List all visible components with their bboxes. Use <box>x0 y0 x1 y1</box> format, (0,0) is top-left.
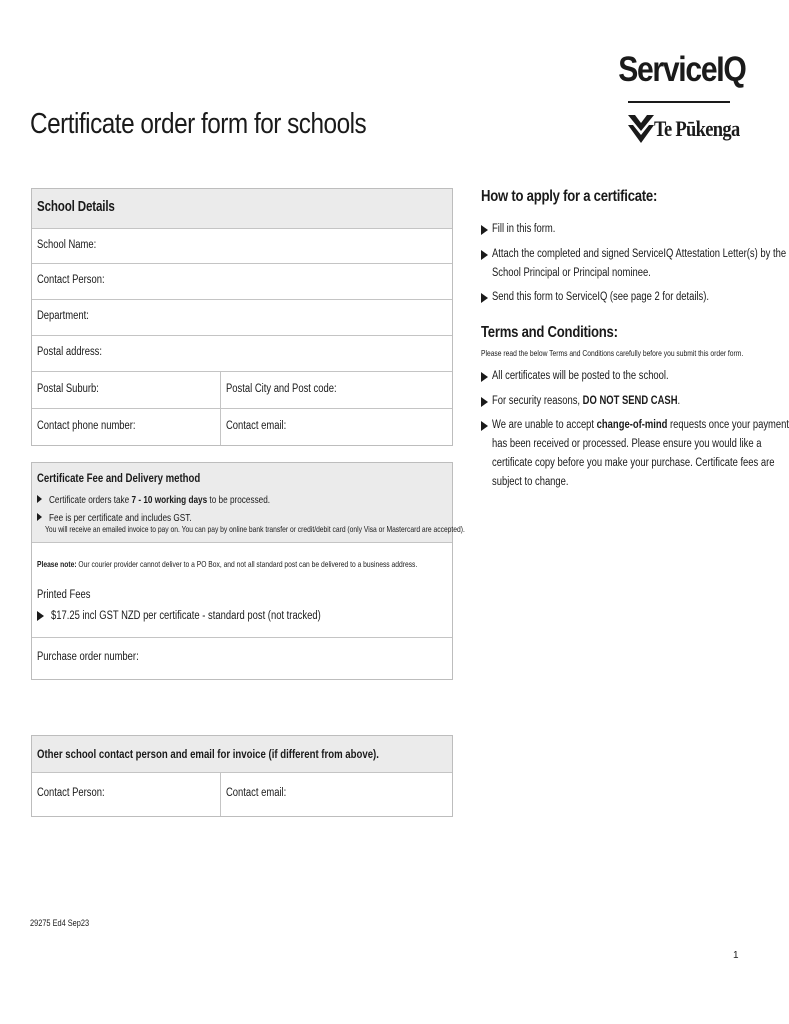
other-contact-email-field[interactable] <box>221 773 452 816</box>
apply-step-1 <box>481 220 741 239</box>
terms-item-3-pre: We are unable to accept <box>492 419 597 431</box>
other-contact-form <box>31 735 453 817</box>
purchase-order-label: Purchase order number: <box>37 651 139 663</box>
school-name-label: School Name: <box>37 239 97 251</box>
terms-intro: Please read the below Terms and Conditions carefully before you submit this order form. <box>481 349 744 358</box>
bullet-arrow-icon <box>481 225 488 235</box>
note-label: Please note: <box>37 560 77 569</box>
postal-address-field[interactable] <box>32 336 452 372</box>
school-name-field[interactable] <box>32 229 452 264</box>
purchase-order-field[interactable] <box>32 637 452 679</box>
processing-days: 7 - 10 working days <box>131 495 208 506</box>
page-title: Certificate order form for schools <box>30 108 367 140</box>
logo-divider <box>628 101 730 103</box>
printed-fees-label: Printed Fees <box>37 589 91 601</box>
other-contact-email-label: Contact email: <box>226 787 287 799</box>
apply-step-3-text: Send this form to ServiceIQ (see page 2 for details). <box>492 291 709 303</box>
fee-option[interactable] <box>37 607 380 625</box>
terms-item-1 <box>481 367 741 386</box>
fee-bullet-processing <box>37 490 319 508</box>
contact-phone-label: Contact phone number: <box>37 420 136 432</box>
bullet-arrow-icon <box>481 293 488 303</box>
bullet-arrow-icon <box>37 513 42 521</box>
fee-delivery-section <box>31 462 465 680</box>
department-field[interactable] <box>32 300 452 336</box>
postal-address-label: Postal address: <box>37 346 102 358</box>
serviceiq-logo: ServiceIQ <box>618 50 746 89</box>
invoice-payment-text: You will receive an emailed invoice to pay on. You can pay by online bank transfer or credit/debit card (only Visa or Mastercard are accepted). <box>45 525 465 534</box>
other-contact-header <box>32 736 452 773</box>
bullet-arrow-icon <box>481 372 488 382</box>
apply-step-1-text: Fill in this form. <box>492 223 556 235</box>
apply-step-3 <box>481 288 741 307</box>
department-label: Department: <box>37 310 89 322</box>
bullet-arrow-icon <box>37 495 42 503</box>
form-code: 29275 Ed4 Sep23 <box>30 918 90 928</box>
fee-delivery-heading: Certificate Fee and Delivery method <box>37 471 201 485</box>
postal-suburb-field[interactable] <box>32 372 220 408</box>
postal-suburb-label: Postal Suburb: <box>37 383 99 395</box>
change-of-mind-text: change-of-mind <box>596 419 668 431</box>
terms-item-1-text: All certificates will be posted to the school. <box>492 370 669 382</box>
postal-city-field[interactable] <box>221 372 452 408</box>
note-text: Our courier provider cannot deliver to a PO Box, and not all standard post can be delivered to a business address. <box>76 560 418 569</box>
terms-item-3-line4: subject to change. <box>492 476 569 488</box>
apply-step-2 <box>481 245 787 283</box>
contact-phone-field[interactable] <box>32 409 220 445</box>
bullet-arrow-icon <box>481 397 488 407</box>
contact-email-field[interactable] <box>221 409 452 445</box>
processing-text-post: to be processed. <box>207 495 271 506</box>
fee-arrow-icon <box>37 611 44 621</box>
other-contact-person-field[interactable] <box>32 773 220 816</box>
te-pukenga-mark-icon <box>627 113 655 145</box>
terms-item-3-line2: has been received or processed. Please ensure you would like a <box>492 438 762 450</box>
courier-note <box>37 554 501 572</box>
te-pukenga-wordmark: Te Pūkenga <box>654 116 740 141</box>
school-details-header <box>32 189 452 229</box>
terms-item-2-pre: For security reasons, <box>492 395 583 407</box>
contact-person-field[interactable] <box>32 264 452 300</box>
fee-option-text: $17.25 incl GST NZD per certificate - standard post (not tracked) <box>51 609 322 622</box>
fee-delivery-info <box>32 463 465 543</box>
terms-item-2-post: . <box>677 395 681 407</box>
te-pukenga-logo <box>627 113 740 149</box>
apply-step-2-line1: Attach the completed and signed ServiceIQ Attestation Letter(s) by the <box>492 248 787 260</box>
other-contact-person-label: Contact Person: <box>37 787 105 799</box>
contact-phone-row <box>32 409 452 445</box>
processing-text-pre: Certificate orders take <box>49 495 132 506</box>
contact-email-label: Contact email: <box>226 420 287 432</box>
page-number: 1 <box>733 950 739 961</box>
apply-step-2-line2: School Principal or Principal nominee. <box>492 267 651 279</box>
fee-gst-text: Fee is per certificate and includes GST. <box>49 513 193 524</box>
fee-bullet-gst <box>37 508 223 526</box>
school-details-form <box>31 188 453 446</box>
school-details-heading: School Details <box>37 199 115 215</box>
contact-person-label: Contact Person: <box>37 274 105 286</box>
bullet-arrow-icon <box>481 250 488 260</box>
terms-item-3-post: requests once your payment <box>667 419 789 431</box>
terms-item-2 <box>481 392 741 411</box>
terms-heading: Terms and Conditions: <box>481 324 618 341</box>
no-cash-text: DO NOT SEND CASH <box>582 395 678 407</box>
terms-item-3-line3: certificate copy before you make your purchase. Certificate fees are <box>492 457 775 469</box>
other-contact-heading: Other school contact person and email for invoice (if different from above). <box>37 747 379 761</box>
postal-city-label: Postal City and Post code: <box>226 383 337 395</box>
terms-item-3 <box>481 416 789 492</box>
how-to-apply-heading: How to apply for a certificate: <box>481 188 658 205</box>
postal-suburb-row <box>32 372 452 409</box>
bullet-arrow-icon <box>481 421 488 431</box>
